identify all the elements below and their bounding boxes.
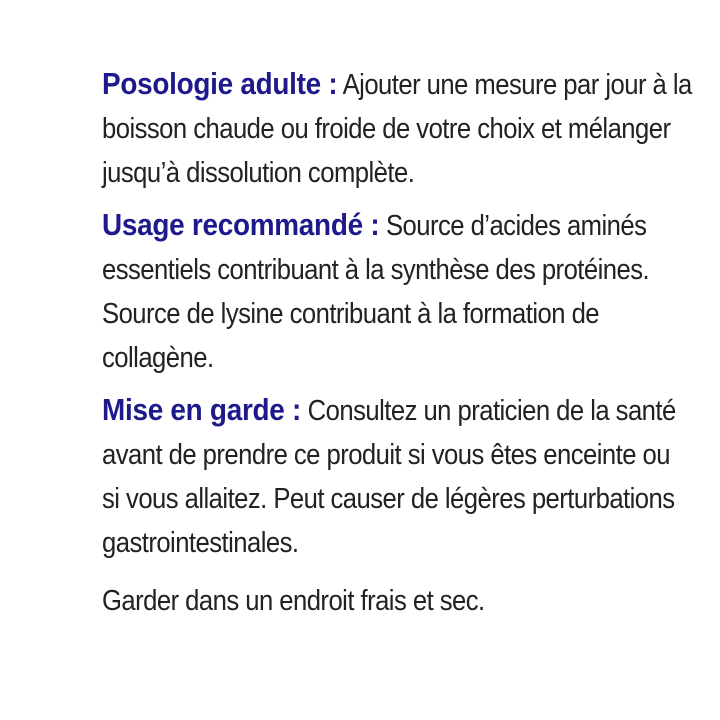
recommended-use-section xyxy=(102,203,692,380)
storage-note-section xyxy=(102,579,692,623)
warning-text: Consultez un praticien de la santé avant de prendre ce produit si vous êtes enceinte ou si vous allaitez. Peut causer de légères perturbations gastrointestinales. xyxy=(102,395,676,559)
warning-heading: Mise en garde : xyxy=(102,392,302,427)
recommended-use-heading: Usage recommandé : xyxy=(102,207,380,242)
warning-section xyxy=(102,388,692,565)
dosage-section xyxy=(102,62,692,195)
dosage-heading: Posologie adulte : xyxy=(102,66,338,101)
product-label-text-panel xyxy=(102,62,692,623)
recommended-use-text: Source d’acides aminés essentiels contribuant à la synthèse des protéines. Source de lysine contribuant à la formation de collagène. xyxy=(102,210,650,374)
dosage-text: Ajouter une mesure par jour à la boisson chaude ou froide de votre choix et mélanger jusqu’à dissolution complète. xyxy=(102,69,692,189)
storage-note: Garder dans un endroit frais et sec. xyxy=(102,585,485,617)
